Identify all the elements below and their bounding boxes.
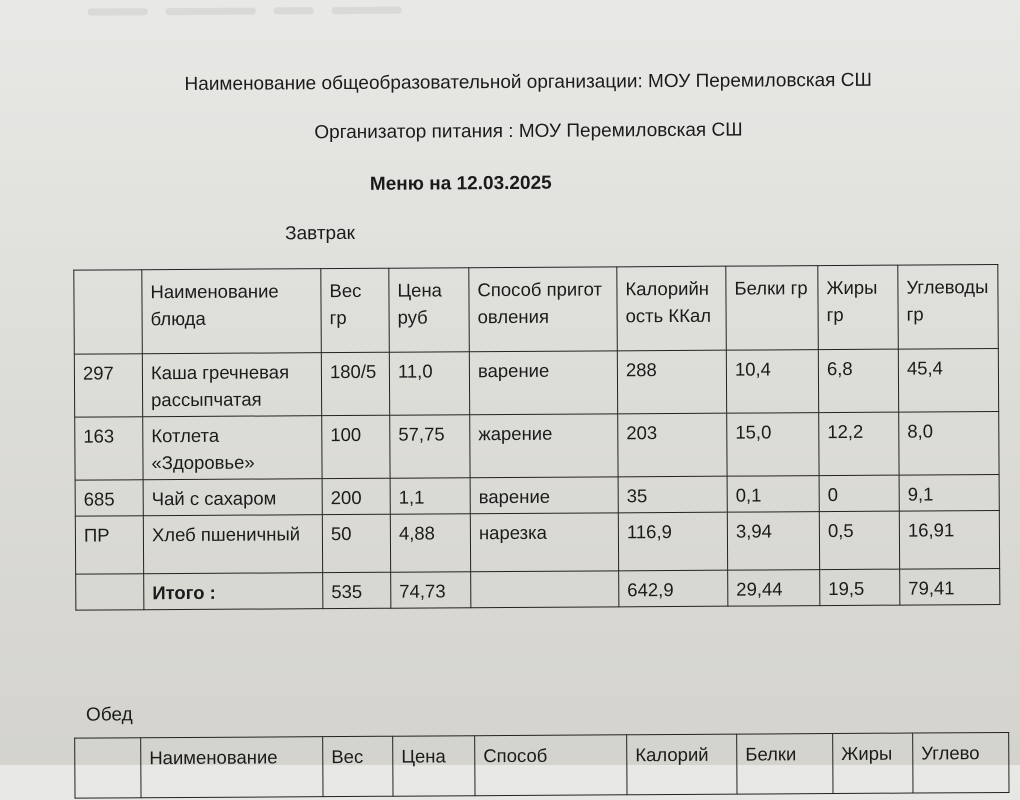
cell-code: 297 <box>74 354 142 417</box>
table-row <box>75 475 999 517</box>
total-carbs: 79,41 <box>900 569 1000 606</box>
column-header-weight: Вес гр <box>321 268 390 352</box>
breakfast-table <box>73 264 1000 611</box>
cell-fat: 0,5 <box>819 511 899 569</box>
table-row <box>75 412 999 481</box>
cell-method: жарение <box>470 414 618 478</box>
organizer-heading: Организатор питания : МОУ Перемиловская СШ <box>314 119 743 144</box>
total-price: 74,73 <box>391 572 471 608</box>
cell-fat: 6,8 <box>818 349 898 412</box>
table-row <box>75 511 999 575</box>
cell-code: ПР <box>75 516 143 574</box>
column-header-weight: Вес <box>323 736 393 796</box>
column-header-code <box>74 270 143 354</box>
menu-title: Меню на 12.03.2025 <box>369 172 552 195</box>
cell-calories: 35 <box>618 476 727 513</box>
table-header-row <box>75 732 1009 798</box>
cell-protein: 3,94 <box>727 512 819 571</box>
total-calories: 642,9 <box>619 570 728 607</box>
column-header-protein: Белки гр <box>726 266 819 351</box>
cell-calories: 203 <box>618 413 727 477</box>
total-fat: 19,5 <box>820 569 900 605</box>
total-protein: 29,44 <box>728 570 820 607</box>
lunch-label: Обед <box>85 704 133 726</box>
cell-fat: 0 <box>819 475 899 511</box>
cell-dish: Чай с сахаром <box>143 479 322 516</box>
cell-price: 4,88 <box>390 514 470 572</box>
bleed-through-text <box>88 0 448 22</box>
lunch-table <box>74 732 1009 799</box>
cell-weight: 100 <box>322 415 390 478</box>
total-weight: 535 <box>323 572 391 608</box>
column-header-carbs: Углеводы гр <box>898 265 999 350</box>
column-header-method: Способ <box>475 735 627 796</box>
cell-protein: 15,0 <box>727 413 819 477</box>
column-header-price: Цена <box>393 736 475 796</box>
cell-protein: 10,4 <box>726 350 818 414</box>
cell-method: варение <box>470 477 618 514</box>
breakfast-label: Завтрак <box>285 222 356 245</box>
cell-weight: 50 <box>322 514 390 572</box>
column-header-method: Способ приготовления <box>469 267 618 352</box>
cell-dish: Каша гречневая рассыпчатая <box>142 353 321 417</box>
organization-heading: Наименование общеобразовательной организации: МОУ Перемиловская СШ <box>184 69 872 95</box>
cell-price: 11,0 <box>389 352 469 415</box>
cell-protein: 0,1 <box>727 476 819 513</box>
column-header-protein: Белки <box>737 734 833 795</box>
table-row <box>74 349 998 418</box>
cell-weight: 180/5 <box>321 352 389 415</box>
cell-price: 57,75 <box>390 415 470 478</box>
column-header-fat: Жиры гр <box>818 265 899 349</box>
cell-calories: 288 <box>617 350 726 414</box>
column-header-fat: Жиры <box>833 733 913 793</box>
column-header-price: Цена руб <box>389 268 470 352</box>
cell-dish: Хлеб пшеничный <box>143 515 322 574</box>
cell-price: 1,1 <box>390 478 470 514</box>
cell-weight: 200 <box>322 478 390 514</box>
cell-carbs: 9,1 <box>899 475 999 512</box>
cell-dish: Котлета «Здоровье» <box>143 416 322 480</box>
column-header-dish: Наименование блюда <box>142 269 322 354</box>
table-header-row <box>74 265 998 355</box>
column-header-code <box>75 738 141 798</box>
cell-carbs: 16,91 <box>899 511 999 570</box>
total-label: Итого : <box>144 573 323 610</box>
column-header-carbs: Углево <box>913 732 1009 793</box>
column-header-calories: Калорий <box>627 734 737 795</box>
cell-carbs: 45,4 <box>898 349 998 413</box>
cell-code: 163 <box>75 417 143 480</box>
cell-calories: 116,9 <box>618 512 727 571</box>
cell-code <box>76 574 144 610</box>
column-header-dish: Наименование <box>141 737 323 798</box>
total-row <box>76 569 1000 611</box>
cell-method: варение <box>469 351 617 415</box>
cell-method: нарезка <box>470 513 618 572</box>
column-header-calories: Калорийность ККал <box>617 266 727 351</box>
cell-carbs: 8,0 <box>899 412 999 476</box>
cell-code: 685 <box>75 480 143 516</box>
total-method <box>471 571 619 608</box>
cell-fat: 12,2 <box>819 412 899 475</box>
